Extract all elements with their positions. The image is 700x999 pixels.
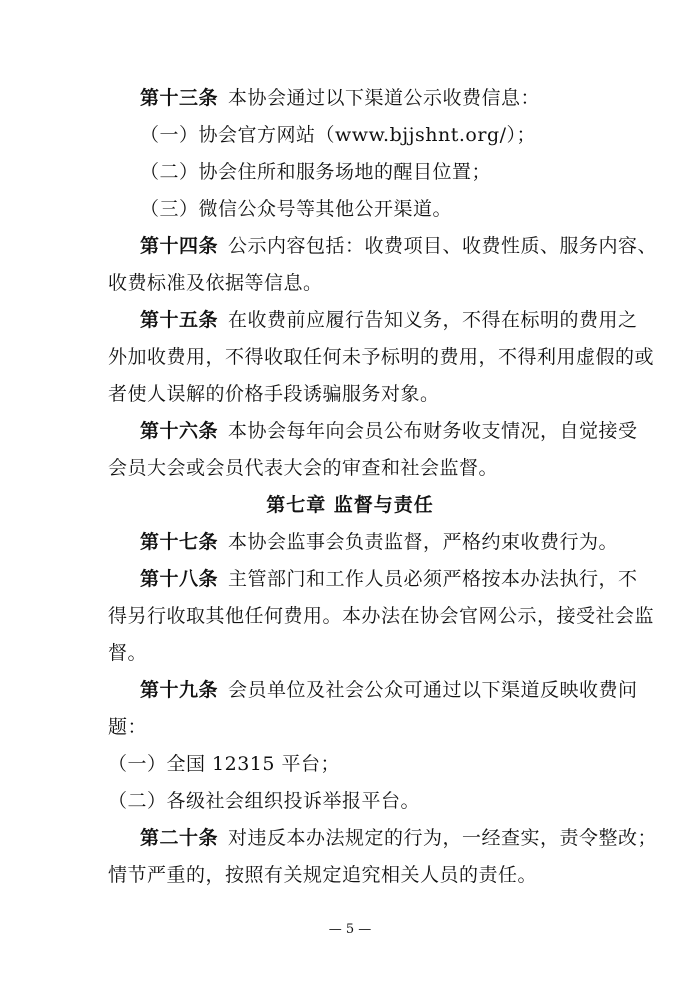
article-18-line-2: 得另行收取其他任何费用。本办法在协会官网公示，接受社会监 xyxy=(108,605,655,627)
article-19-paragraph xyxy=(140,678,638,702)
article-14-paragraph xyxy=(140,234,658,258)
article-15-line-3: 者使人误解的价格手段诱骗服务对象。 xyxy=(108,383,440,405)
article-14-heading: 第十四条 xyxy=(140,235,219,257)
article-14-line-1: 公示内容包括：收费项目、收费性质、服务内容、 xyxy=(228,235,658,257)
article-15-heading: 第十五条 xyxy=(140,309,219,331)
article-18-line-1: 主管部门和工作人员必须严格按本办法执行，不 xyxy=(228,568,638,590)
article-18-heading: 第十八条 xyxy=(140,568,219,590)
article-14-line-2: 收费标准及依据等信息。 xyxy=(108,272,323,294)
article-16-line-1: 本协会每年向会员公布财务收支情况，自觉接受 xyxy=(228,420,638,442)
article-13-item-1: （一）协会官方网站（www.bjjshnt.org/）； xyxy=(140,124,537,146)
article-20-line-2: 情节严重的，按照有关规定追究相关人员的责任。 xyxy=(108,864,538,886)
article-20-heading: 第二十条 xyxy=(140,827,219,849)
article-19-heading: 第十九条 xyxy=(140,679,219,701)
article-16-line-2: 会员大会或会员代表大会的审查和社会监督。 xyxy=(108,457,499,479)
article-17-heading: 第十七条 xyxy=(140,531,219,553)
article-19-item-1: （一）全国 12315 平台； xyxy=(108,753,341,775)
article-16-heading: 第十六条 xyxy=(140,420,219,442)
article-15-line-1: 在收费前应履行告知义务，不得在标明的费用之 xyxy=(228,309,638,331)
chapter-heading: 第七章 监督与责任 xyxy=(266,494,434,516)
article-19-line-1: 会员单位及社会公众可通过以下渠道反映收费问 xyxy=(228,679,638,701)
article-19-line-2: 题： xyxy=(108,716,148,738)
article-18-paragraph xyxy=(140,567,638,591)
article-16-paragraph xyxy=(140,419,638,443)
article-13-item-3: （三）微信公众号等其他公开渠道。 xyxy=(140,198,453,220)
article-13-paragraph xyxy=(140,86,604,110)
article-17-paragraph xyxy=(140,530,619,554)
article-15-paragraph xyxy=(140,308,638,332)
article-15-line-2: 外加收费用，不得收取任何未予标明的费用，不得利用虚假的或 xyxy=(108,346,655,368)
article-17-text: 本协会监事会负责监督，严格约束收费行为。 xyxy=(228,531,619,553)
article-13-heading: 第十三条 xyxy=(140,87,219,109)
article-18-line-3: 督。 xyxy=(108,642,148,664)
article-13-item-2: （二）协会住所和服务场地的醒目位置； xyxy=(140,161,492,183)
article-13-text: 本协会通过以下渠道公示收费信息： xyxy=(228,87,541,109)
article-20-paragraph xyxy=(140,826,658,850)
page-number: — 5 — xyxy=(328,922,372,937)
article-19-item-2: （二）各级社会组织投诉举报平台。 xyxy=(108,790,421,812)
article-20-line-1: 对违反本办法规定的行为，一经查实，责令整改； xyxy=(228,827,658,849)
